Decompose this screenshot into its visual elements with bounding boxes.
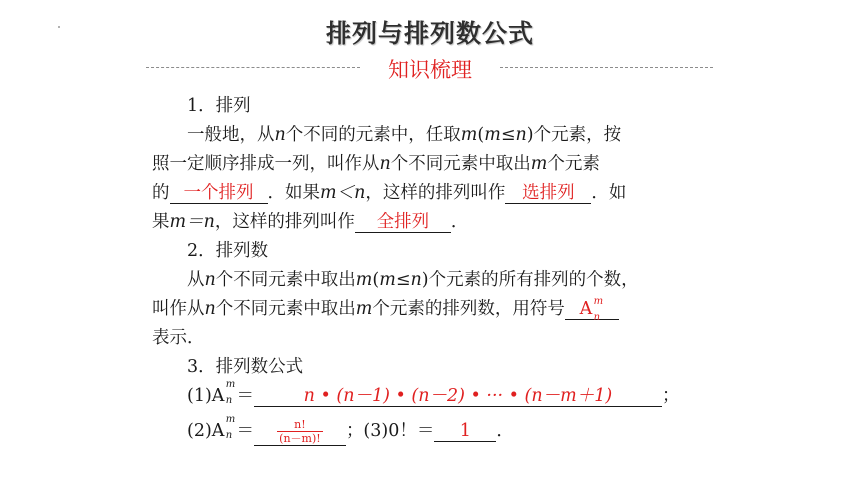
left-dashed-divider <box>146 67 360 68</box>
answer-blank-selective-permutation: 选排列 <box>505 183 591 204</box>
formula-1: (1)A m n ＝ n • (n－1) • (n－2) • ··· • (n－m＋1) ； <box>152 382 712 411</box>
section1-heading: 1．排列 <box>187 96 251 116</box>
section1-paragraph-line2: 照一定顺序排成一列，叫作从n个不同元素中取出m个元素 <box>152 154 600 174</box>
answer-blank-formula-product: n • (n－1) • (n－2) • ··· • (n－m＋1) <box>254 386 662 407</box>
section3-heading: 3．排列数公式 <box>187 357 304 377</box>
section2-paragraph-line2: 叫作从n个不同元素中取出m个元素的排列数，用符号 A m n <box>152 295 712 324</box>
answer-blank-symbol <box>565 296 619 323</box>
section2-paragraph-line1: 从n个不同元素中取出m(m≤n)个元素的所有排列的个数， <box>187 270 639 290</box>
section2-paragraph-line3: 表示． <box>152 328 205 348</box>
right-dashed-divider <box>500 67 713 68</box>
section2-heading: 2．排列数 <box>187 241 269 261</box>
answer-blank-formula-factorial <box>254 418 346 446</box>
section1-paragraph-line4: 果m＝n，这样的排列叫作 全排列 ． <box>152 212 469 232</box>
permutation-symbol: A m n <box>211 379 236 406</box>
permutation-symbol: A m n <box>211 414 236 441</box>
answer-blank-zero-factorial: 1 <box>434 421 496 442</box>
page-title: 排列与排列数公式 <box>325 19 534 48</box>
permutation-symbol: A m n <box>579 296 604 323</box>
document-body <box>152 92 712 446</box>
formula-2: (2)A m n ＝ $\frac{n!}{(n-m)!}$ ；(3)0！＝ 1 ． <box>187 414 514 445</box>
answer-blank-permutation: 一个排列 <box>170 183 268 204</box>
section1-paragraph-line1: 一般地，从n个不同的元素中，任取m(m≤n)个元素，按 <box>187 125 622 145</box>
section1-paragraph-line3: 的 一个排列 ．如果m＜n，这样的排列叫作 选排列 ．如 <box>152 183 627 203</box>
subtitle-row <box>0 56 860 82</box>
section-subtitle: 知识梳理 <box>388 58 472 82</box>
answer-blank-full-permutation: 全排列 <box>355 212 451 233</box>
factorial-fraction: $\frac{n!}{(n-m)!}$ <box>279 418 321 445</box>
